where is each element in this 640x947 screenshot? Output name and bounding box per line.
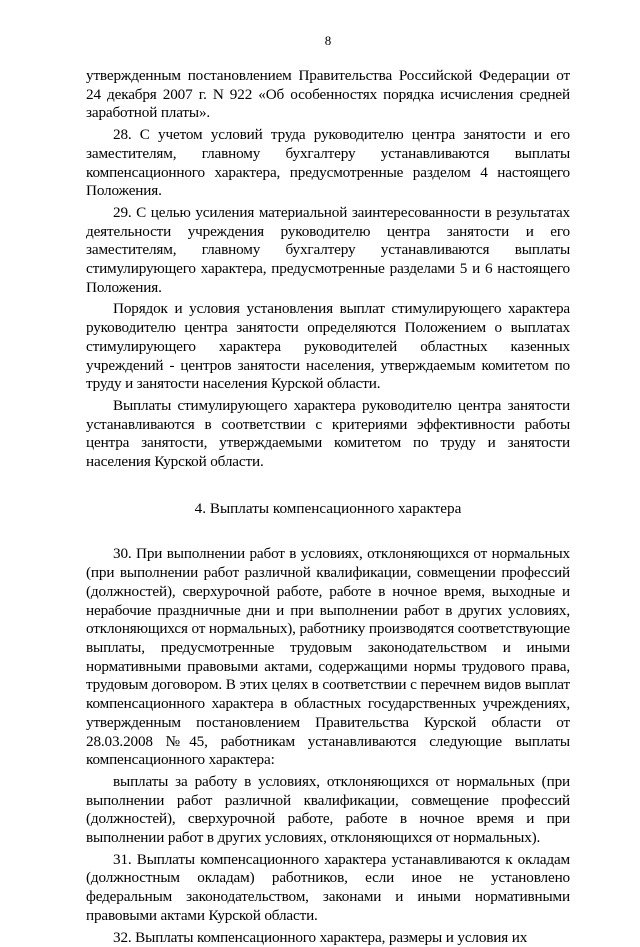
paragraph-p30-list: выплаты за работу в условиях, отклоняющихся от нормальных (при выполнении работ различной квалификации, совмещение профессий (должностей), сверхурочной работе, работе в ночное время и при выполнении работ в других условиях, отклоняющихся от нормальных). [86, 772, 570, 847]
paragraph-p-order: Порядок и условия установления выплат стимулирующего характера руководителю центра занятости определяются Положением о выплатах стимулирующего характера руководителей областных казенных учреждений - центров занятости населения, утверждаемым комитетом по труду и занятости населения Курской области. [86, 300, 570, 393]
paragraph-p30: 30. При выполнении работ в условиях, отклоняющихся от нормальных (при выполнении работ различной квалификации, совмещении профессий (должностей), сверхурочной работе, работе в ночное время, выходные и нерабочие праздничные дни и при выполнении работ в других условиях, отклоняющихся от нормальных), работнику производятся соответствующие выплаты, предусмотренные трудовым законодательством и иными нормативными правовыми актами, содержащими нормы трудового права, трудовым договором. В этих целях в соответствии с перечнем видов выплат компенсационного характера в областных государственных учреждениях, утвержденным постановлением Правительства Курской области от 28.03.2008 №45, работникам устанавливаются следующие выплаты компенсационного характера: [86, 545, 570, 769]
paragraph-p32: 32. Выплаты компенсационного характера, размеры и условия их [113, 928, 528, 946]
top-section [86, 67, 570, 472]
paragraph-p-criteria: Выплаты стимулирующего характера руководителю центра занятости устанавливаются в соответствии с критериями эффективности работы центра занятости, утверждаемыми комитетом по труду и занятости населения Курской области. [86, 396, 570, 471]
paragraph-p28: 28. С учетом условий труда руководителю центра занятости и его заместителям, главному бухгалтеру устанавливаются выплаты компенсационного характера, предусмотренные разделом 4 настоящего Положения. [86, 126, 570, 200]
page-number: 8 [324, 33, 332, 48]
paragraph-p31: 31. Выплаты компенсационного характера устанавливаются к окладам (должностным окладам) работников, если иное не установлено федеральным законодательством, законами и иными нормативными правовыми актами Курской области. [86, 850, 570, 924]
paragraph-p-cont: утвержденным постановлением Правительства Российской Федерации от 24 декабря 2007 г. N 922 «Об особенностях порядка исчисления средней заработной платы». [86, 67, 570, 122]
bottom-section [86, 545, 570, 947]
paragraph-p29: 29. С целью усиления материальной заинтересованности в результатах деятельности учреждения руководителю центра занятости и его заместителям, главному бухгалтеру устанавливаются выплаты стимулирующего характера, предусмотренные разделами 5 и 6 настоящего Положения. [86, 203, 570, 296]
section-heading: 4. Выплаты компенсационного характера [194, 499, 462, 517]
